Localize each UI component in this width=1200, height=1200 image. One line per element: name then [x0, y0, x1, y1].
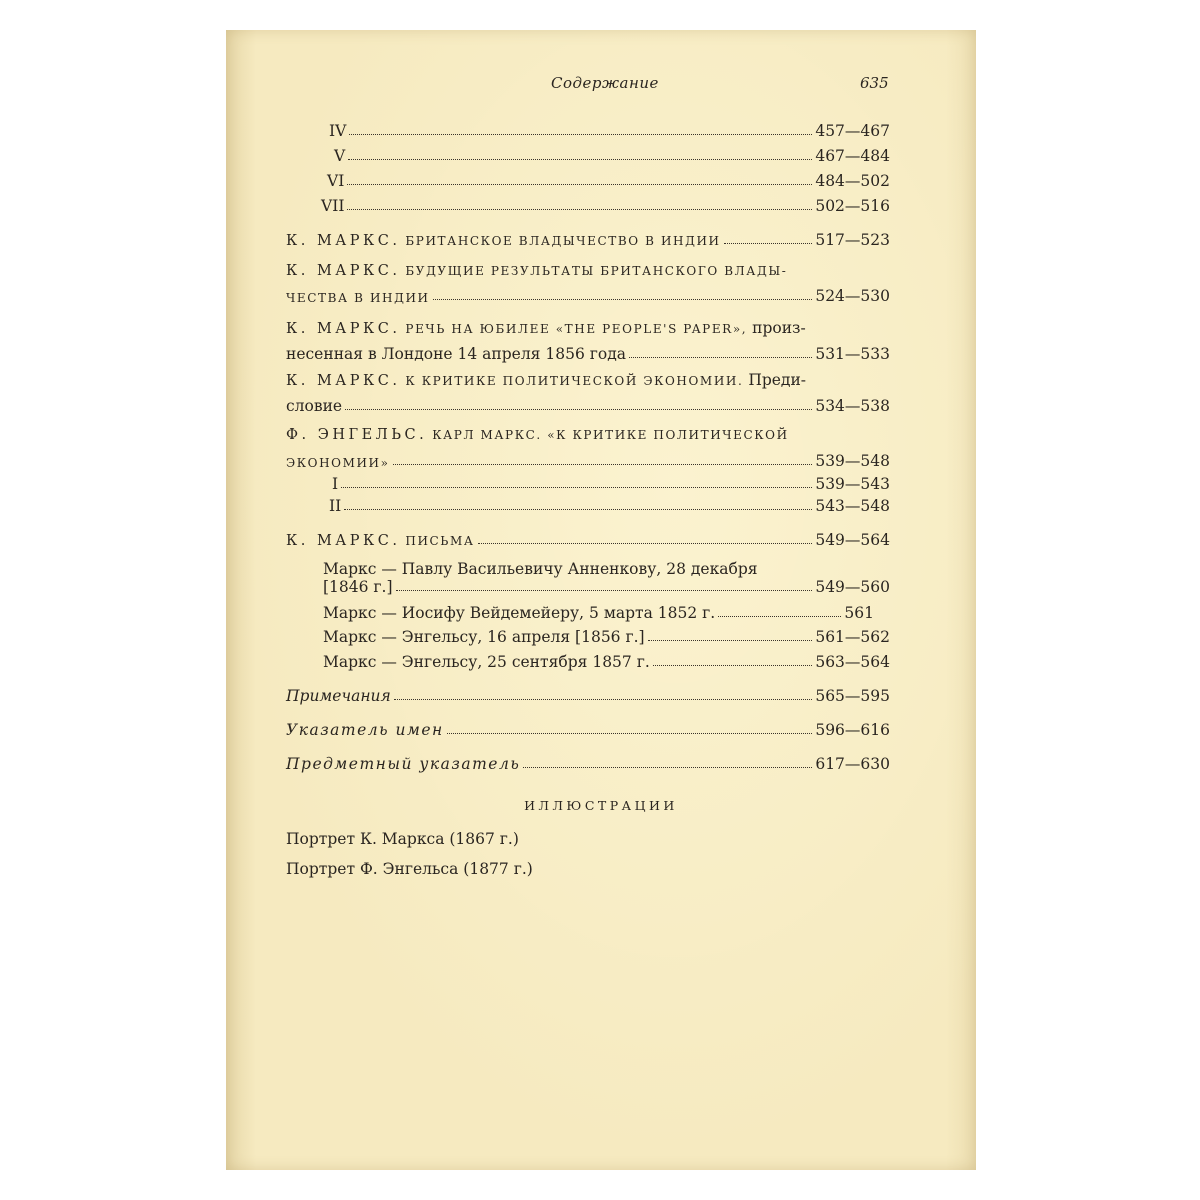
- toc-letter-engels-1856: Маркс — Энгельсу, 16 апреля [1856 г.] 561—562: [323, 628, 890, 646]
- toc-entry-critique-line1: К. МАРКС. К КРИТИКЕ ПОЛИТИЧЕСКОЙ ЭКОНОМИИ. Преди-: [286, 371, 807, 389]
- toc-entry-british-rule: К. МАРКС. БРИТАНСКОЕ ВЛАДЫЧЕСТВО В ИНДИИ 517—523: [286, 231, 890, 249]
- header-page-number: 635: [860, 74, 889, 92]
- toc-entry-future-results-line2: ЧЕСТВА В ИНДИИ 524—530: [286, 287, 890, 305]
- toc-entry-notes: Примечания 565—595: [286, 687, 890, 705]
- book-page: [226, 30, 976, 1170]
- toc-letter-engels-1857: Маркс — Энгельсу, 25 сентября 1857 г. 563—564: [323, 653, 890, 671]
- toc-entry-speech-line2: несенная в Лондоне 14 апреля 1856 года 531—533: [286, 345, 890, 363]
- toc-entry-v: V 467—484: [334, 147, 890, 165]
- toc-entry-subject-index: Предметный указатель 617—630: [286, 755, 890, 773]
- toc-letter-annenkov-line2: [1846 г.] 549—560: [323, 578, 890, 596]
- toc-entry-letters: К. МАРКС. ПИСЬМА 549—564: [286, 531, 890, 549]
- running-header: [226, 74, 976, 98]
- toc-entry-engels-review-line1: Ф. ЭНГЕЛЬС. КАРЛ МАРКС. «К КРИТИКЕ ПОЛИТИЧЕСКОЙ: [286, 427, 789, 443]
- illustration-engels-portrait: Портрет Ф. Энгельса (1877 г.): [286, 860, 533, 878]
- toc-entry-vi: VI 484—502: [327, 172, 890, 190]
- toc-letter-annenkov-line1: Маркс — Павлу Васильевичу Анненкову, 28 декабря: [323, 560, 758, 578]
- toc-entry-critique-line2: словие 534—538: [286, 397, 890, 415]
- toc-entry-engels-review-line2: ЭКОНОМИИ» 539—548: [286, 452, 890, 470]
- header-title: Содержание: [551, 74, 659, 92]
- illustration-marx-portrait: Портрет К. Маркса (1867 г.): [286, 830, 519, 848]
- toc-entry-vii: VII 502—516: [321, 197, 890, 215]
- toc-entry-future-results-line1: К. МАРКС. БУДУЩИЕ РЕЗУЛЬТАТЫ БРИТАНСКОГО ВЛАДЫ-: [286, 263, 788, 279]
- toc-entry-engels-review-ii: II 543—548: [329, 497, 890, 515]
- toc-letter-weydemeyer: Маркс — Иосифу Вейдемейеру, 5 марта 1852 г. 561: [323, 604, 874, 622]
- toc-entry-engels-review-i: I 539—543: [332, 475, 890, 493]
- toc-entry-iv: IV 457—467: [329, 122, 890, 140]
- toc-entry-speech-line1: К. МАРКС. РЕЧЬ НА ЮБИЛЕЕ «THE PEOPLE'S PAPER», произ-: [286, 319, 806, 337]
- toc-entry-name-index: Указатель имен 596—616: [286, 721, 890, 739]
- illustrations-heading: ИЛЛЮСТРАЦИИ: [524, 798, 678, 813]
